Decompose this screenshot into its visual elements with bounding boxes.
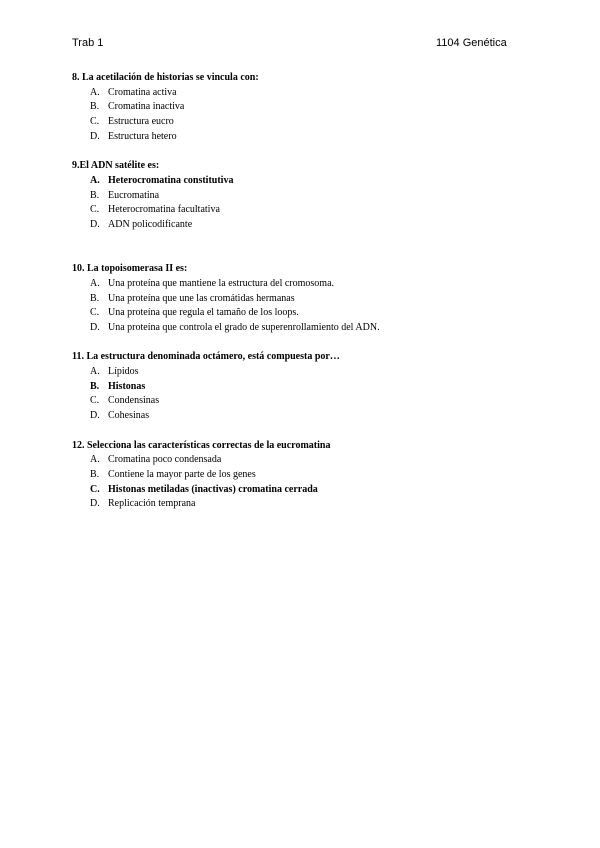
option-letter: A. bbox=[90, 277, 100, 289]
option-letter: D. bbox=[90, 219, 100, 231]
option-text: Histonas bbox=[108, 380, 146, 392]
option-letter: D. bbox=[90, 410, 100, 422]
option-text: Estructura eucro bbox=[108, 116, 174, 128]
question-8 bbox=[72, 71, 542, 145]
option-c bbox=[72, 203, 542, 218]
question-title: 10. La topoisomerasa II es: bbox=[72, 263, 188, 275]
option-letter: D. bbox=[90, 498, 100, 510]
question-title: 12. Selecciona las características correctas de la eucromatina bbox=[72, 439, 331, 451]
option-letter: D. bbox=[90, 130, 100, 142]
option-text: Heterocromatina constitutiva bbox=[108, 174, 234, 186]
question-9 bbox=[72, 159, 542, 233]
option-text: Cromatina poco condensada bbox=[108, 454, 222, 466]
option-list bbox=[72, 365, 542, 424]
option-text: Condensinas bbox=[108, 395, 160, 407]
option-letter: B. bbox=[90, 189, 100, 201]
option-text: Lípidos bbox=[108, 366, 139, 378]
option-b bbox=[72, 100, 542, 115]
option-letter: B. bbox=[90, 292, 100, 304]
option-text: Replicación temprana bbox=[108, 498, 196, 510]
option-d bbox=[72, 409, 542, 424]
option-list bbox=[72, 86, 542, 145]
option-a bbox=[72, 174, 542, 189]
question-title: 9.El ADN satélite es: bbox=[72, 160, 160, 172]
question-title: 11. La estructura denominada octámero, está compuesta por… bbox=[72, 351, 340, 363]
option-text: Heterocromatina facultativa bbox=[108, 204, 220, 216]
question-title: 8. La acetilación de historias se vincula con: bbox=[72, 72, 259, 83]
option-letter: B. bbox=[90, 101, 100, 113]
option-text: Histonas metiladas (inactivas) cromatina cerrada bbox=[108, 483, 318, 495]
option-text: Eucromatina bbox=[108, 189, 160, 201]
option-letter: A. bbox=[90, 86, 100, 98]
option-text: Una proteína que mantiene la estructura del cromosoma. bbox=[108, 277, 335, 289]
option-b bbox=[72, 380, 542, 395]
option-c bbox=[72, 483, 542, 498]
option-b bbox=[72, 292, 542, 307]
question-list bbox=[72, 71, 542, 512]
option-letter: D. bbox=[90, 321, 100, 333]
option-d bbox=[72, 130, 542, 145]
option-d bbox=[72, 218, 542, 233]
question-11 bbox=[72, 350, 542, 424]
option-letter: C. bbox=[90, 116, 100, 128]
option-list bbox=[72, 174, 542, 233]
option-text: Cohesinas bbox=[108, 410, 150, 422]
option-letter: C. bbox=[90, 395, 100, 407]
option-letter: C. bbox=[90, 483, 100, 495]
option-text: Una proteína que regula el tamaño de los loops. bbox=[108, 307, 299, 319]
option-c bbox=[72, 394, 542, 409]
option-a bbox=[72, 365, 542, 380]
option-letter: C. bbox=[90, 204, 100, 216]
option-letter: B. bbox=[90, 380, 100, 392]
question-12 bbox=[72, 439, 542, 513]
option-text: Una proteína que controla el grado de superenrollamiento del ADN. bbox=[108, 321, 380, 333]
option-text: ADN policodificante bbox=[108, 219, 193, 231]
option-letter: A. bbox=[90, 174, 100, 186]
option-b bbox=[72, 468, 542, 483]
option-list bbox=[72, 453, 542, 512]
header-right-text: 1104 Genética bbox=[436, 37, 507, 49]
option-d bbox=[72, 497, 542, 512]
option-letter: A. bbox=[90, 454, 100, 466]
header-left-text: Trab 1 bbox=[72, 37, 104, 49]
question-10 bbox=[72, 262, 542, 336]
option-letter: A. bbox=[90, 366, 100, 378]
option-c bbox=[72, 306, 542, 321]
option-c bbox=[72, 115, 542, 130]
option-text: Contiene la mayor parte de los genes bbox=[108, 468, 256, 480]
option-d bbox=[72, 321, 542, 336]
option-b bbox=[72, 189, 542, 204]
option-text: Estructura hetero bbox=[108, 130, 177, 142]
option-a bbox=[72, 86, 542, 101]
option-letter: C. bbox=[90, 307, 100, 319]
option-letter: B. bbox=[90, 468, 100, 480]
option-a bbox=[72, 453, 542, 468]
option-a bbox=[72, 277, 542, 292]
option-text: Cromatina inactiva bbox=[108, 101, 185, 113]
option-list bbox=[72, 277, 542, 336]
option-text: Cromatina activa bbox=[108, 86, 177, 98]
option-text: Una proteína que une las cromátidas hermanas bbox=[108, 292, 295, 304]
